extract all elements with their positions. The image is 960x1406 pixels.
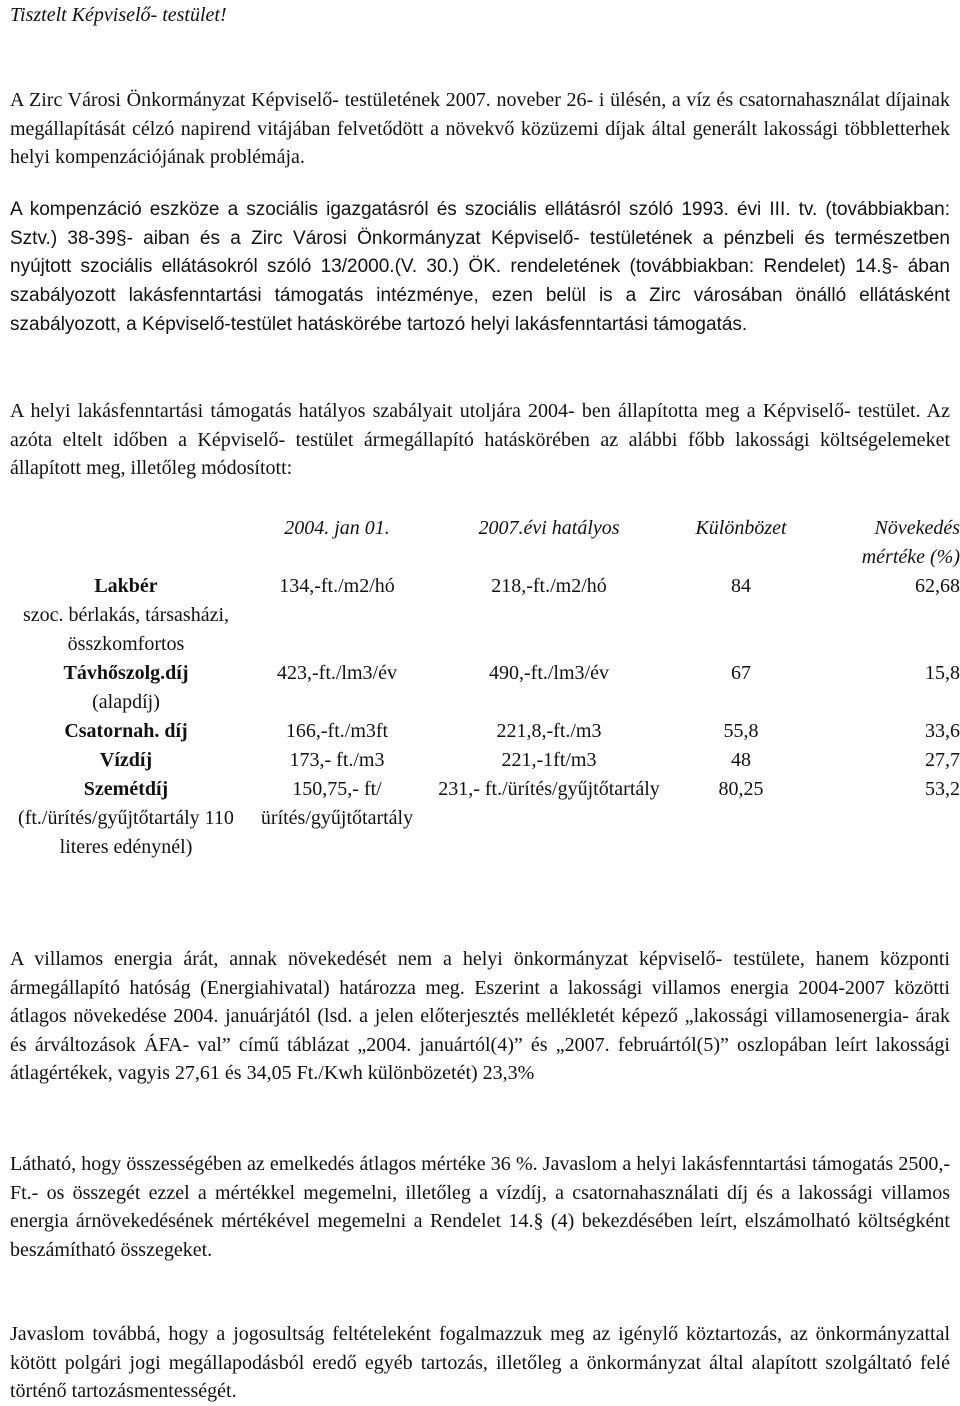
cell-2007: 221,8,-ft./m3: [496, 720, 602, 742]
cell-difference: 67: [731, 662, 751, 684]
header-difference: Különbözet: [695, 517, 787, 539]
greeting: Tisztelt Képviselő- testület!: [10, 4, 227, 26]
row-name: Vízdíj: [99, 749, 153, 771]
cell-growth: 27,7: [925, 749, 960, 771]
cell-growth: 15,8: [925, 662, 960, 684]
cell-difference: 48: [731, 749, 751, 771]
row-name: Lakbér: [94, 575, 158, 597]
cell-2004: 134,-ft./m2/hó: [279, 575, 395, 597]
cell-2004: 166,-ft./m3ft: [285, 720, 389, 742]
row-subtext: szoc. bérlakás, társasházi, összkomfortos: [22, 604, 229, 655]
table-row: [10, 572, 960, 659]
cell-2004: 150,75,- ft/ürítés/gyűjtőtartály: [260, 778, 414, 829]
paragraph-electricity: A villamos energia árát, annak növekedését nem a helyi önkormányzat képviselő- testülete, hanem központi ármegállapító hatóság (Energiahivatal) határozza meg. Eszerint a lakossági villamos energia 2004-2007 közötti átlagos növekedése 2004. januárjától (lsd. a jelen előterjesztés mellékletét képező „lakossági villamosenergia- árak és árváltozások ÁFA- val” című táblázat „2004. januártól(4)” és „2007. februártól(5)” oszlopában leírt lakossági átlagértékek, vagyis 27,61 és 34,05 Ft./Kwh különbözetét) 23,3%: [10, 948, 950, 1084]
paragraph-compensation: A kompenzáció eszköze a szociális igazgatásról és szociális ellátásról szóló 1993. évi III. tv. (továbbiakban: Sztv.) 38-39§- aiban és a Zirc Városi Önkormányzat Képviselő- testületének a pénzbeli és természetben nyújtott szociális ellátásokról szóló 13/2000.(V. 30.) ÖK. rendeletének (továbbiakban: Rendelet) 14.§- ában szabályozott lakásfenntartási támogatás intézménye, ezen belül is a Zirc városában önálló ellátásként szabályozott, a Képviselő-testület hatáskörébe tartozó helyi lakásfenntartási támogatás.: [10, 199, 950, 335]
paragraph-cost-elements: A helyi lakásfenntartási támogatás hatályos szabályait utoljára 2004- ben állapította meg a Képviselő- testület. Az azóta eltelt időben a Képviselő- testület ármegállapító hatáskörében az alábbi főbb lakossági költségelemeket állapított meg, illetőleg módosított:: [10, 400, 950, 479]
cell-2004: 423,-ft./lm3/év: [277, 662, 397, 684]
cell-growth: 33,6: [925, 720, 960, 742]
header-empty: [10, 510, 242, 572]
row-subtext: (ft./ürítés/gyűjtőtartály 110 literes edénynél): [18, 807, 234, 858]
cell-difference: 80,25: [718, 778, 764, 800]
header-growth: Növekedés mértéke (%): [861, 517, 960, 568]
header-2007: 2007.évi hatályos: [478, 517, 620, 539]
table-row: [10, 775, 960, 862]
cell-2007: 221,-1ft/m3: [501, 749, 597, 771]
cost-table: [10, 510, 960, 862]
cell-2004: 173,- ft./m3: [289, 749, 385, 771]
row-name: Távhőszolg.díj: [63, 662, 189, 684]
cell-difference: 55,8: [723, 720, 759, 742]
cell-2007: 231,- ft./ürítés/gyűjtőtartály: [438, 778, 660, 800]
table-row: [10, 659, 960, 717]
row-subtext: (alapdíj): [92, 691, 160, 713]
cell-2007: 490,-ft./lm3/év: [489, 662, 609, 684]
table-row: [10, 746, 960, 775]
table-row: [10, 717, 960, 746]
row-name: Szemétdíj: [83, 778, 169, 800]
paragraph-intro: A Zirc Városi Önkormányzat Képviselő- testületének 2007. noveber 26- i ülésén, a víz és csatornahasználat díjainak megállapítását célzó napirend vitájában felvetődött a növekvő közüzemi díjak által generált lakossági többletterhek helyi kompenzációjának problémája.: [10, 89, 950, 168]
paragraph-proposal: Látható, hogy összességében az emelkedés átlagos mértéke 36 %. Javaslom a helyi lakásfenntartási támogatás 2500,-Ft.- os összegét ezzel a mértékkel megemelni, illetőleg a vízdíj, a csatornahasználati díj és a lakossági villamos energia árnövekedésének mértékével megemelni a Rendelet 14.§ (4) bekezdésében leírt, elszámolható költségként beszámítható összegeket.: [10, 1153, 950, 1261]
header-2004: 2004. jan 01.: [284, 517, 390, 539]
cell-growth: 62,68: [915, 575, 960, 597]
table-header-row: [10, 510, 960, 572]
row-name: Csatornah. díj: [64, 720, 188, 742]
cell-2007: 218,-ft./m2/hó: [491, 575, 607, 597]
cell-difference: 84: [731, 575, 751, 597]
cell-growth: 53,2: [925, 778, 960, 800]
paragraph-further-proposal: Javaslom továbbá, hogy a jogosultság feltételeként fogalmazzuk meg az igénylő köztartozás, az önkormányzattal kötött polgári jogi megállapodásból eredő egyéb tartozás, illetőleg a önkormányzat által alapított szolgáltató felé történő tartozásmentességét.: [10, 1323, 950, 1402]
